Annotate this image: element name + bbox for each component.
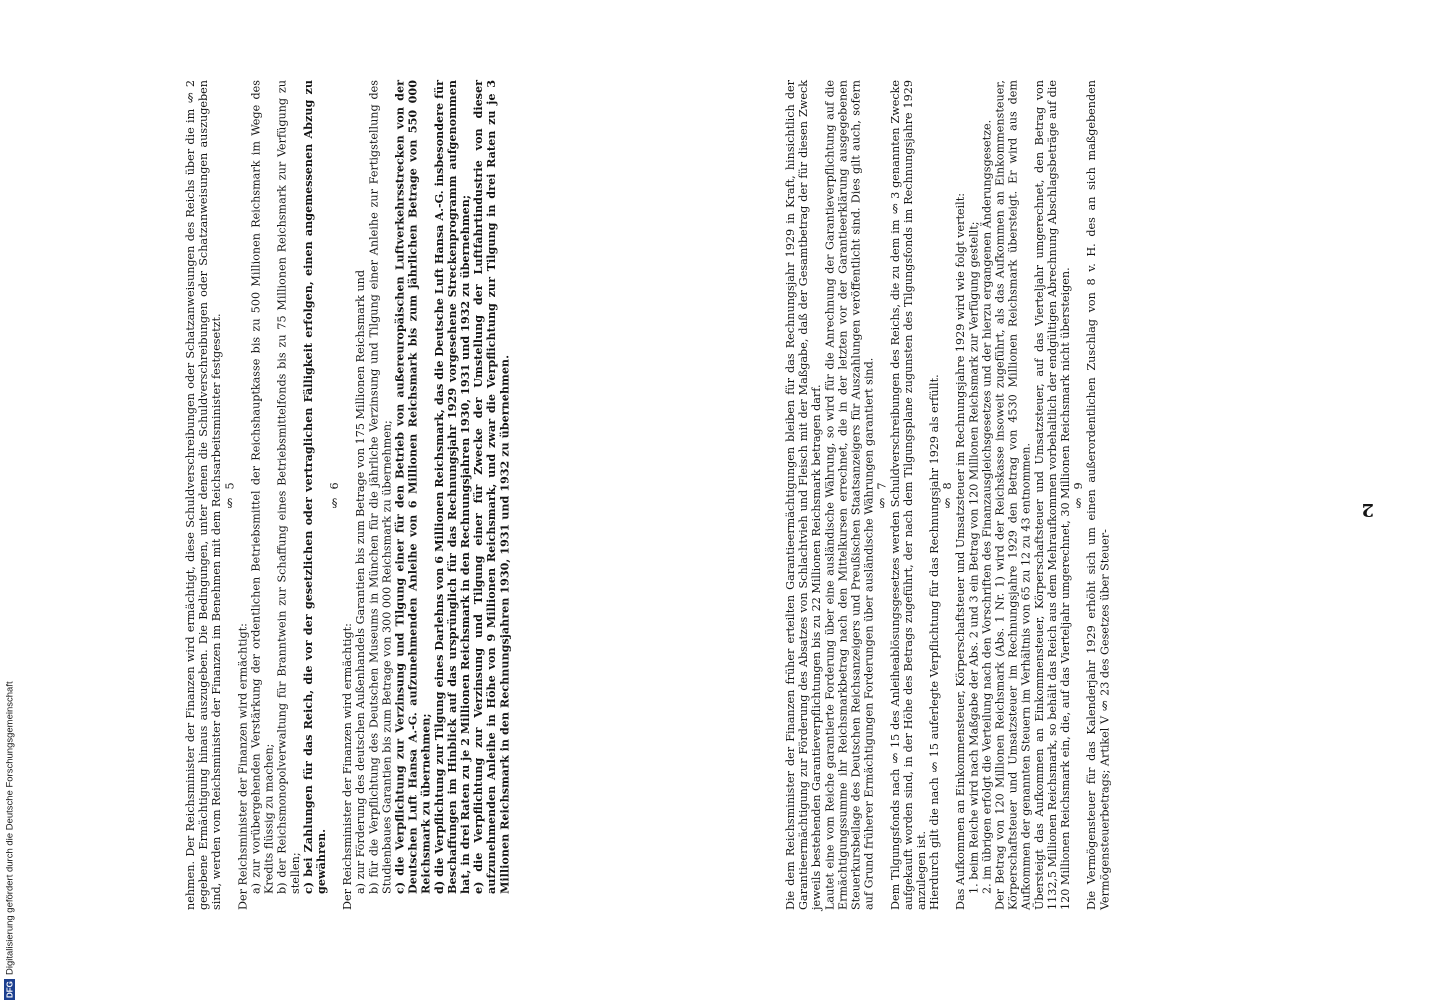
section-heading: § 9 <box>1072 480 1086 510</box>
page-number: 2 <box>1361 499 1374 520</box>
paragraph: Die Vermögensteuer für das Kalenderjahr 1929 erhöht sich um einen außerordentlichen Zuschlag von 8 v. H. des an sich maßgebenden Vermögensteuerbetrags; Artikel V § 23 des Gesetzes über Steuer- <box>1085 80 1112 910</box>
list-item: b) der Reichsmonopolverwaltung für Branntwein zur Schaffung eines Betriebsmittelfonds bis zu 75 Millionen Reichsmark zur Verfügung zu stellen; <box>275 80 302 894</box>
paragraph: Dem Tilgungsfonds nach § 15 des Anleiheablösungsgesetzes werden Schuldverschreibungen des Reichs, die zu dem im § 3 genannten Zwecke aufgekauft worden sind, in der Höhe des Betrags zugeführt, der nach dem Tilgungsplane zugunsten des Tilgungsfonds im Rechnungsjahre 1929 anzulegen ist. <box>888 80 928 910</box>
list-item: c) die Verpflichtung zur Verzinsung und Tilgung einer für den Betrieb von außereuropäischen Luftverkehrsstrecken von der Deutschen Luft Hansa A.-G. aufzunehmenden Anleihe von 6 Millionen Reichsmark bis zum jährlichen Betrage von 550 000 Reichsmark zu übernehmen; <box>392 80 433 894</box>
list-item: e) die Verpflichtung zur Verzinsung und Tilgung einer für Zwecke der Umstellung der Luftfahrtindustrie von dieser aufzunehmenden Anleihe in Höhe von 9 Millionen Reichsmark, und zwar die Verpflichtung zur Tilgung in drei Raten zu je 3 Millionen Reichsmark in den Rechnungsjahren 1930, 1931 und 1932 zu übernehmen. <box>471 80 512 894</box>
paragraph: Übersteigt das Aufkommen an Einkommensteuer, Körperschaftsteuer und Umsatzsteuer, auf das Vierteljahr umgerechnet, den Betrag von 1132,5 Millionen Reichsmark, so behält das Reich aus dem Mehraufkommen vorbehaltlich der endgültigen Abrechnung Abschlagsbeträge auf die 120 Millionen Reichsmark ein, die, auf das Vierteljahr umgerechnet, 30 Millionen Reichsmark nicht übersteigen. <box>1032 80 1072 910</box>
list-item: c) bei Zahlungen für das Reich, die vor der gesetzlichen oder vertraglichen Fälligkeit erfolgen, einen angemessenen Abzug zu gewähren. <box>300 80 328 894</box>
digitization-credit-text: Digitalisierung gefördert durch die Deutsche Forschungsgemeinschaft <box>4 681 16 976</box>
section-heading: § 7 <box>875 480 889 510</box>
list-item: b) für die Verpflichtung des Deutschen Museums in München für die jährliche Verzinsung und Tilgung einer Anleihe zur Fertigstellung des Studienbaues Garantien bis zum Betrage von 300 000 Reichsmark zu übernehmen; <box>367 80 394 894</box>
list-item: a) zur vorübergehenden Verstärkung der ordentlichen Betriebsmittel der Reichshauptkasse bis zu 500 Millionen Reichsmark im Wege des Kredits flüssig zu machen; <box>249 80 276 894</box>
paragraph: nehmen. Der Reichsminister der Finanzen wird ermächtigt, diese Schuldverschreibungen oder Schatzanweisungen des Reichs über die im § 2 gegebene Ermächtigung hinaus auszugeben. Die Bedingungen, unter denen die Schuldverschreibungen oder Schatzanweisungen auszugeben sind, werden vom Reichsminister der Finanzen im Benehmen mit dem Reichsarbeitsminister festgesetzt. <box>184 80 224 910</box>
paragraph: Der Reichsminister der Finanzen wird ermächtigt: <box>341 623 355 910</box>
paragraph: Der Betrag von 120 Millionen Reichsmark (Abs. 1 Nr. 1) wird der Reichskasse insoweit zugeführt, als das Aufkommen an Einkommensteuer, Körperschaftsteuer und Umsatzsteuer im Rechnungsjahre 1929 den Betrag von 4530 Millionen Reichsmark übersteigt. Er wird aus dem Aufkommen der genannten Steuern im Verhältnis von 65 zu 12 zu 43 entnommen. <box>993 80 1033 910</box>
section-heading: § 5 <box>223 480 237 510</box>
paragraph: Die dem Reichsminister der Finanzen früher erteilten Garantieermächtigungen bleiben für das Rechnungsjahr 1929 in Kraft, hinsichtlich der Garantieermächtigung zur Förderung des Absatzes von Schlachtvieh und Fleisch mit der Maßgabe, daß der Gesamtbetrag der für diesen Zweck jeweils bestehenden Garantieverpflichtungen bis zu 22 Millionen Reichsmark betragen darf. <box>784 80 824 910</box>
dfg-logo: DFG <box>5 981 15 998</box>
section-heading: § 8 <box>941 480 955 510</box>
paragraph: Hierdurch gilt die nach § 15 auferlegte Verpflichtung für das Rechnungsjahr 1929 als erfüllt. <box>928 374 942 910</box>
list-item: 1. beim Reiche wird nach Maßgabe der Abs. 2 und 3 ein Betrag von 120 Millionen Reichsmark zur Verfügung gestellt; <box>967 221 981 894</box>
list-item: a) zur Förderung des deutschen Außenhandels Garantien bis zum Betrage von 175 Millionen Reichsmark und <box>354 269 368 894</box>
paragraph: Lautet eine vom Reiche garantierte Forderung über eine ausländische Währung, so wird für die Anrechnung der Garantieverpflichtung auf die Ermächtigungssumme ihr Reichsmarkbetrag nach den Mittelkursen errechnet, die in der letzten vor der Garantieerklärung ausgegebenen Steuerkursbeilage des Deutschen Reichsanzeigers und Preußischen Staatsanzeigers für Auszahlungen veröffentlicht sind. Dies gilt auch, sofern auf Grund früherer Ermächtigungen Forderungen über ausländische Währungen garantiert sind. <box>823 80 876 910</box>
paragraph: Das Aufkommen an Einkommensteuer, Körperschaftsteuer und Umsatzsteuer im Rechnungsjahre 1929 wird wie folgt verteilt: <box>954 193 968 910</box>
section-heading: § 6 <box>328 480 342 510</box>
paragraph: Der Reichsminister der Finanzen wird ermächtigt: <box>236 623 250 910</box>
column-right <box>184 80 654 910</box>
list-item: d) die Verpflichtung zur Tilgung eines Darlehns von 6 Millionen Reichsmark, das die Deutsche Luft Hansa A.-G. insbesondere für Beschaffungen im Hinblick auf das ursprünglich für das Rechnungsjahr 1929 vorgesehene Streckenprogramm aufgenommen hat, in drei Raten zu je 2 Millionen Reichsmark in den Rechnungsjahren 1930, 1931 und 1932 zu übernehmen; <box>431 80 472 894</box>
column-left <box>784 80 1324 910</box>
list-item: 2. im übrigen erfolgt die Verteilung nach den Vorschriften des Finanzausgleichsgesetzes und der hierzu ergangenen Änderungsgesetze. <box>980 119 994 894</box>
